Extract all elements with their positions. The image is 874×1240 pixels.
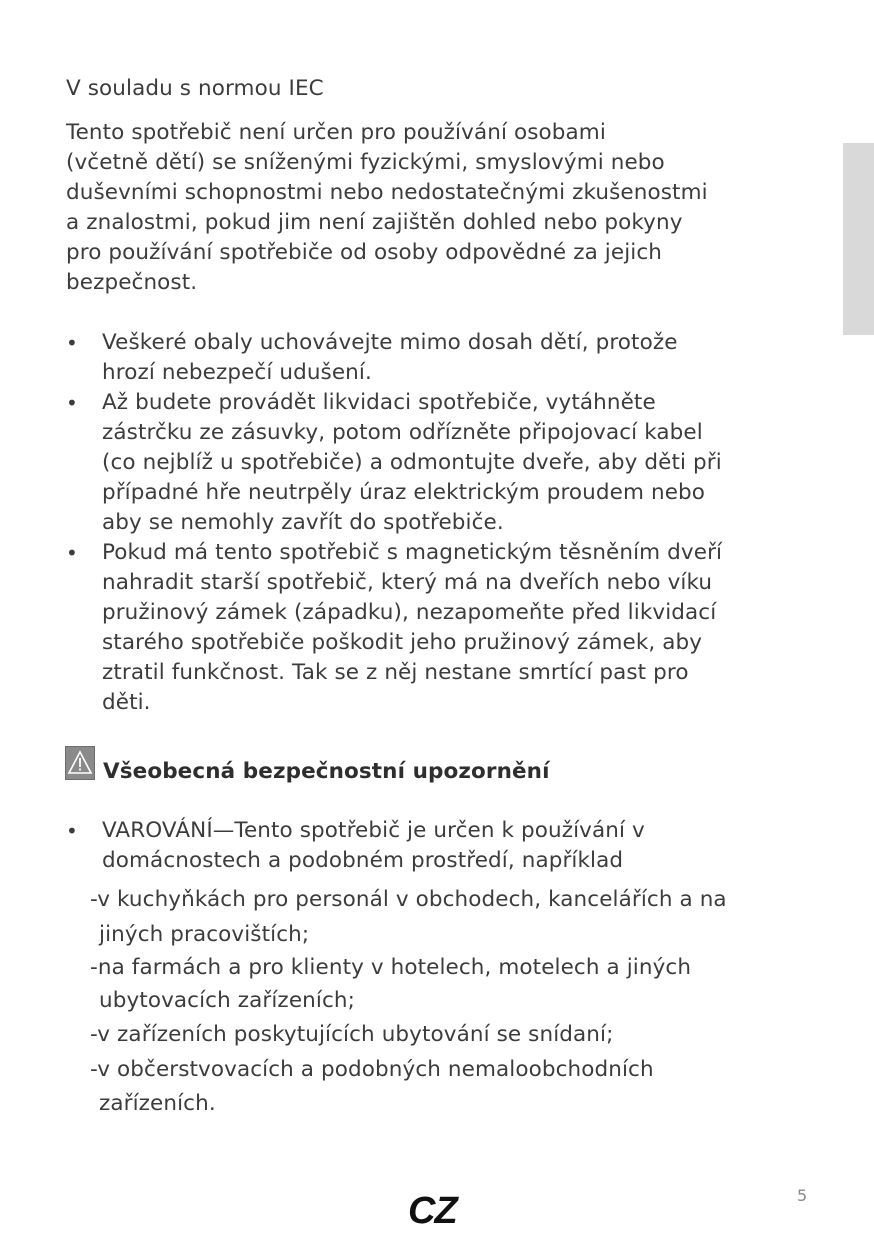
paragraph-line: pro používání spotřebiče od osoby odpovědné za jejich: [66, 240, 662, 265]
bullet-line: pružinový zámek (západku), nezapomeňte před likvidací: [102, 600, 717, 625]
paragraph-line: (včetně dětí) se sníženými fyzickými, smyslovými nebo: [66, 150, 665, 175]
bullet-line: Až budete provádět likvidaci spotřebiče, vytáhněte: [102, 390, 656, 415]
sub-item-line: -v kuchyňkách pro personál v obchodech, kancelářích a na: [90, 887, 727, 912]
warning-bullet-line: VAROVÁNÍ—Tento spotřebič je určen k používání v: [102, 818, 645, 843]
bullet-line: ztratil funkčnost. Tak se z něj nestane smrtící past pro: [102, 660, 689, 685]
page-number: 5: [797, 1186, 808, 1205]
intro-line: V souladu s normou IEC: [66, 76, 324, 101]
bullet-line: Veškeré obaly uchovávejte mimo dosah dětí, protože: [102, 330, 678, 355]
paragraph-line: Tento spotřebič není určen pro používání osobami: [66, 120, 606, 145]
paragraph-line: a znalostmi, pokud jim není zajištěn dohled nebo pokyny: [66, 210, 683, 235]
warning-bullet-line: domácnostech a podobném prostředí, například: [102, 848, 624, 873]
sub-item-line: ubytovacích zařízeních;: [99, 988, 355, 1013]
bullet-line: nahradit starší spotřebič, který má na dveřích nebo víku: [102, 570, 713, 595]
sub-item-line: -na farmách a pro klienty v hotelech, motelech a jiných: [90, 955, 692, 980]
language-code: CZ: [408, 1190, 457, 1232]
bullet-line: aby se nemohly zavřít do spotřebiče.: [102, 510, 504, 535]
paragraph-line: bezpečnost.: [66, 270, 198, 295]
bullet-line: zástrčku ze zásuvky, potom odřízněte připojovací kabel: [102, 420, 703, 445]
bullet-marker: •: [66, 541, 78, 565]
bullet-line: hrozí nebezpečí udušení.: [102, 360, 372, 385]
bullet-line: děti.: [102, 690, 151, 715]
paragraph-line: duševními schopnostmi nebo nedostatečnými zkušenostmi: [66, 180, 708, 205]
section-heading: Všeobecná bezpečnostní upozornění: [103, 759, 550, 784]
sub-item-line: zařízeních.: [99, 1091, 216, 1116]
side-index-tab: [843, 143, 874, 335]
bullet-line: Pokud má tento spotřebič s magnetickým těsněním dveří: [102, 540, 723, 565]
bullet-line: starého spotřebiče poškodit jeho pružinový zámek, aby: [102, 630, 703, 655]
bullet-marker: •: [66, 391, 78, 415]
bullet-marker: •: [66, 331, 78, 355]
sub-item-line: jiných pracovištích;: [99, 922, 310, 947]
sub-item-line: -v zařízeních poskytujících ubytování se snídaní;: [90, 1022, 614, 1047]
bullet-line: případné hře neutrpěly úraz elektrickým proudem nebo: [102, 480, 706, 505]
warning-icon: [65, 746, 95, 780]
sub-item-line: -v občerstvovacích a podobných nemaloobchodních: [90, 1057, 654, 1082]
bullet-marker: •: [66, 819, 78, 843]
bullet-line: (co nejblíž u spotřebiče) a odmontujte dveře, aby děti při: [102, 450, 722, 475]
